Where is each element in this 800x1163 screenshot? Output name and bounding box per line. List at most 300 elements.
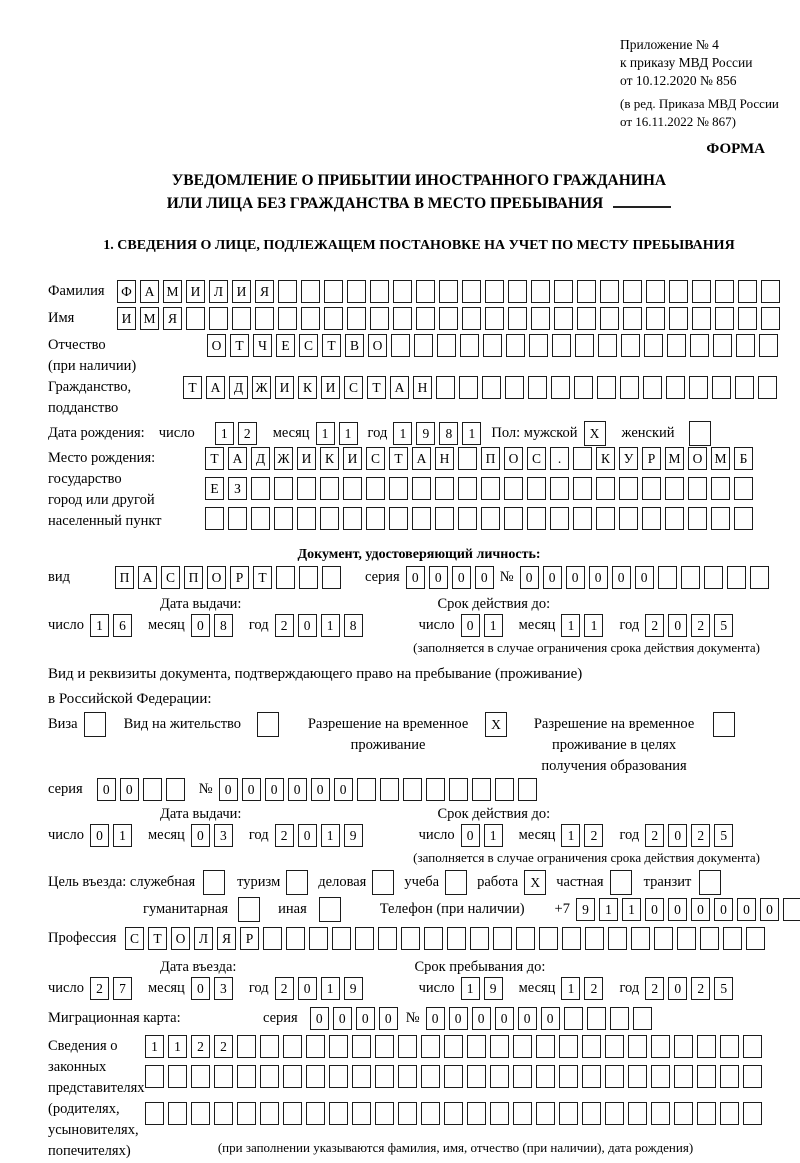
char-cell[interactable]: О (171, 927, 190, 950)
char-cell[interactable]: А (412, 447, 431, 470)
char-cell[interactable]: В (345, 334, 364, 357)
char-cell[interactable] (214, 1102, 233, 1125)
char-cell[interactable] (692, 307, 711, 330)
char-cell[interactable] (508, 280, 527, 303)
char-cell[interactable] (421, 1065, 440, 1088)
char-cell[interactable]: 9 (416, 422, 435, 445)
char-cell[interactable]: Е (276, 334, 295, 357)
char-cell[interactable]: Я (255, 280, 274, 303)
char-cell[interactable] (646, 280, 665, 303)
char-cell[interactable]: 0 (566, 566, 585, 589)
char-cell[interactable] (738, 307, 757, 330)
char-cell[interactable] (513, 1035, 532, 1058)
char-cell[interactable]: 9 (344, 824, 363, 847)
char-cell[interactable]: 1 (561, 824, 580, 847)
char-cell[interactable] (759, 334, 778, 357)
char-cell[interactable] (145, 1065, 164, 1088)
char-cell[interactable] (483, 334, 502, 357)
char-cell[interactable]: И (275, 376, 294, 399)
char-cell[interactable] (238, 897, 260, 922)
char-cell[interactable]: 0 (668, 898, 687, 921)
char-cell[interactable] (504, 477, 523, 500)
char-cell[interactable] (393, 307, 412, 330)
char-cell[interactable] (518, 778, 537, 801)
char-cell[interactable] (736, 334, 755, 357)
char-cell[interactable] (513, 1065, 532, 1088)
char-cell[interactable] (168, 1102, 187, 1125)
char-cell[interactable]: Л (209, 280, 228, 303)
char-cell[interactable] (372, 870, 394, 895)
char-cell[interactable] (278, 307, 297, 330)
char-cell[interactable] (712, 376, 731, 399)
char-cell[interactable] (631, 927, 650, 950)
char-cell[interactable] (575, 334, 594, 357)
char-cell[interactable]: 0 (426, 1007, 445, 1030)
char-cell[interactable] (715, 307, 734, 330)
char-cell[interactable] (389, 507, 408, 530)
char-cell[interactable]: 2 (584, 977, 603, 1000)
char-cell[interactable] (608, 927, 627, 950)
char-cell[interactable] (623, 307, 642, 330)
char-cell[interactable]: О (688, 447, 707, 470)
char-cell[interactable] (761, 307, 780, 330)
char-cell[interactable]: И (232, 280, 251, 303)
char-cell[interactable] (370, 307, 389, 330)
char-cell[interactable] (689, 376, 708, 399)
char-cell[interactable]: 0 (120, 778, 139, 801)
char-cell[interactable] (462, 307, 481, 330)
char-cell[interactable] (145, 1102, 164, 1125)
char-cell[interactable]: 1 (461, 977, 480, 1000)
char-cell[interactable] (324, 280, 343, 303)
char-cell[interactable] (228, 507, 247, 530)
char-cell[interactable]: А (228, 447, 247, 470)
char-cell[interactable]: 0 (265, 778, 284, 801)
char-cell[interactable]: 0 (691, 898, 710, 921)
char-cell[interactable]: 1 (321, 614, 340, 637)
char-cell[interactable] (600, 307, 619, 330)
char-cell[interactable] (301, 280, 320, 303)
char-cell[interactable]: 1 (584, 614, 603, 637)
char-cell[interactable]: Ф (117, 280, 136, 303)
char-cell[interactable] (352, 1065, 371, 1088)
char-cell[interactable]: А (140, 280, 159, 303)
char-cell[interactable]: 9 (484, 977, 503, 1000)
char-cell[interactable] (378, 927, 397, 950)
char-cell[interactable]: 2 (275, 824, 294, 847)
char-cell[interactable] (493, 927, 512, 950)
char-cell[interactable] (720, 1035, 739, 1058)
title-number-blank[interactable] (613, 192, 671, 208)
char-cell[interactable] (299, 566, 318, 589)
char-cell[interactable]: М (665, 447, 684, 470)
char-cell[interactable] (449, 778, 468, 801)
char-cell[interactable] (416, 307, 435, 330)
char-cell[interactable] (283, 1102, 302, 1125)
char-cell[interactable] (84, 712, 106, 737)
char-cell[interactable] (439, 280, 458, 303)
char-cell[interactable] (628, 1035, 647, 1058)
char-cell[interactable]: Р (240, 927, 259, 950)
char-cell[interactable] (573, 447, 592, 470)
char-cell[interactable] (412, 507, 431, 530)
char-cell[interactable] (504, 507, 523, 530)
char-cell[interactable] (642, 477, 661, 500)
char-cell[interactable]: 0 (472, 1007, 491, 1030)
char-cell[interactable] (550, 507, 569, 530)
char-cell[interactable] (666, 376, 685, 399)
char-cell[interactable] (562, 927, 581, 950)
char-cell[interactable] (550, 477, 569, 500)
char-cell[interactable] (651, 1065, 670, 1088)
char-cell[interactable]: 0 (356, 1007, 375, 1030)
char-cell[interactable]: 2 (645, 824, 664, 847)
char-cell[interactable] (424, 927, 443, 950)
char-cell[interactable] (651, 1035, 670, 1058)
char-cell[interactable] (573, 477, 592, 500)
char-cell[interactable]: Л (194, 927, 213, 950)
char-cell[interactable]: С (299, 334, 318, 357)
char-cell[interactable]: 0 (760, 898, 779, 921)
char-cell[interactable] (723, 927, 742, 950)
char-cell[interactable]: 0 (298, 614, 317, 637)
char-cell[interactable]: Т (253, 566, 272, 589)
char-cell[interactable] (237, 1102, 256, 1125)
char-cell[interactable]: Т (389, 447, 408, 470)
char-cell[interactable]: 0 (520, 566, 539, 589)
char-cell[interactable] (186, 307, 205, 330)
char-cell[interactable] (669, 307, 688, 330)
char-cell[interactable] (552, 334, 571, 357)
char-cell[interactable]: 0 (518, 1007, 537, 1030)
char-cell[interactable] (458, 477, 477, 500)
char-cell[interactable]: 0 (379, 1007, 398, 1030)
char-cell[interactable] (665, 507, 684, 530)
char-cell[interactable] (366, 477, 385, 500)
char-cell[interactable] (209, 307, 228, 330)
char-cell[interactable] (643, 376, 662, 399)
char-cell[interactable] (435, 507, 454, 530)
char-cell[interactable] (283, 1035, 302, 1058)
char-cell[interactable] (470, 927, 489, 950)
char-cell[interactable] (414, 334, 433, 357)
char-cell[interactable]: К (298, 376, 317, 399)
char-cell[interactable] (283, 1065, 302, 1088)
char-cell[interactable] (628, 1102, 647, 1125)
char-cell[interactable]: 2 (191, 1035, 210, 1058)
char-cell[interactable] (260, 1065, 279, 1088)
char-cell[interactable] (600, 280, 619, 303)
char-cell[interactable]: Ч (253, 334, 272, 357)
char-cell[interactable] (527, 477, 546, 500)
char-cell[interactable]: Д (229, 376, 248, 399)
char-cell[interactable]: С (366, 447, 385, 470)
char-cell[interactable] (597, 376, 616, 399)
char-cell[interactable] (421, 1035, 440, 1058)
char-cell[interactable] (681, 566, 700, 589)
char-cell[interactable] (577, 280, 596, 303)
char-cell[interactable]: 0 (461, 614, 480, 637)
char-cell[interactable]: А (206, 376, 225, 399)
char-cell[interactable] (674, 1102, 693, 1125)
char-cell[interactable] (370, 280, 389, 303)
char-cell[interactable] (481, 477, 500, 500)
char-cell[interactable]: П (481, 447, 500, 470)
char-cell[interactable] (573, 507, 592, 530)
char-cell[interactable]: Т (322, 334, 341, 357)
char-cell[interactable]: П (115, 566, 134, 589)
char-cell[interactable]: Р (230, 566, 249, 589)
char-cell[interactable] (274, 507, 293, 530)
char-cell[interactable]: 2 (275, 614, 294, 637)
char-cell[interactable]: И (117, 307, 136, 330)
char-cell[interactable]: И (297, 447, 316, 470)
char-cell[interactable]: 1 (90, 614, 109, 637)
char-cell[interactable] (320, 477, 339, 500)
char-cell[interactable]: 2 (645, 614, 664, 637)
char-cell[interactable] (490, 1035, 509, 1058)
char-cell[interactable]: 0 (298, 824, 317, 847)
char-cell[interactable] (677, 927, 696, 950)
char-cell[interactable] (391, 334, 410, 357)
char-cell[interactable] (416, 280, 435, 303)
char-cell[interactable] (587, 1007, 606, 1030)
char-cell[interactable] (715, 280, 734, 303)
char-cell[interactable] (505, 376, 524, 399)
char-cell[interactable] (623, 280, 642, 303)
char-cell[interactable] (528, 376, 547, 399)
char-cell[interactable]: Р (642, 447, 661, 470)
char-cell[interactable] (421, 1102, 440, 1125)
char-cell[interactable]: Я (217, 927, 236, 950)
char-cell[interactable]: 0 (714, 898, 733, 921)
char-cell[interactable]: Н (435, 447, 454, 470)
char-cell[interactable]: О (207, 566, 226, 589)
char-cell[interactable] (472, 778, 491, 801)
char-cell[interactable] (735, 376, 754, 399)
char-cell[interactable] (529, 334, 548, 357)
char-cell[interactable] (459, 376, 478, 399)
char-cell[interactable]: 0 (191, 824, 210, 847)
char-cell[interactable] (301, 307, 320, 330)
char-cell[interactable] (255, 307, 274, 330)
char-cell[interactable] (734, 507, 753, 530)
char-cell[interactable]: 8 (439, 422, 458, 445)
char-cell[interactable] (214, 1065, 233, 1088)
char-cell[interactable] (536, 1102, 555, 1125)
char-cell[interactable] (738, 280, 757, 303)
char-cell[interactable]: 9 (344, 977, 363, 1000)
char-cell[interactable] (559, 1102, 578, 1125)
char-cell[interactable]: X (524, 870, 546, 895)
char-cell[interactable]: И (186, 280, 205, 303)
char-cell[interactable] (437, 334, 456, 357)
char-cell[interactable] (582, 1035, 601, 1058)
char-cell[interactable] (306, 1035, 325, 1058)
char-cell[interactable]: 0 (429, 566, 448, 589)
char-cell[interactable] (232, 307, 251, 330)
char-cell[interactable] (237, 1065, 256, 1088)
char-cell[interactable] (274, 477, 293, 500)
char-cell[interactable] (585, 927, 604, 950)
char-cell[interactable] (329, 1102, 348, 1125)
char-cell[interactable] (699, 870, 721, 895)
char-cell[interactable] (564, 1007, 583, 1030)
char-cell[interactable]: 2 (645, 977, 664, 1000)
char-cell[interactable]: 0 (541, 1007, 560, 1030)
char-cell[interactable]: 8 (214, 614, 233, 637)
char-cell[interactable]: 0 (668, 977, 687, 1000)
char-cell[interactable] (536, 1035, 555, 1058)
char-cell[interactable]: 0 (191, 614, 210, 637)
char-cell[interactable]: А (390, 376, 409, 399)
char-cell[interactable] (260, 1035, 279, 1058)
char-cell[interactable]: И (343, 447, 362, 470)
char-cell[interactable]: 0 (645, 898, 664, 921)
char-cell[interactable]: 1 (462, 422, 481, 445)
char-cell[interactable] (444, 1035, 463, 1058)
char-cell[interactable] (366, 507, 385, 530)
char-cell[interactable]: М (140, 307, 159, 330)
char-cell[interactable] (536, 1065, 555, 1088)
char-cell[interactable] (324, 307, 343, 330)
char-cell[interactable]: 0 (97, 778, 116, 801)
char-cell[interactable] (393, 280, 412, 303)
char-cell[interactable] (380, 778, 399, 801)
char-cell[interactable] (357, 778, 376, 801)
char-cell[interactable]: 0 (219, 778, 238, 801)
char-cell[interactable] (444, 1065, 463, 1088)
char-cell[interactable] (621, 334, 640, 357)
char-cell[interactable] (596, 507, 615, 530)
char-cell[interactable] (401, 927, 420, 950)
char-cell[interactable]: Т (367, 376, 386, 399)
char-cell[interactable]: 1 (316, 422, 335, 445)
char-cell[interactable] (598, 334, 617, 357)
char-cell[interactable] (743, 1102, 762, 1125)
char-cell[interactable]: С (527, 447, 546, 470)
char-cell[interactable]: К (596, 447, 615, 470)
char-cell[interactable]: 7 (113, 977, 132, 1000)
char-cell[interactable] (610, 1007, 629, 1030)
char-cell[interactable]: 2 (691, 977, 710, 1000)
char-cell[interactable] (403, 778, 422, 801)
char-cell[interactable]: Н (413, 376, 432, 399)
char-cell[interactable]: 2 (584, 824, 603, 847)
char-cell[interactable] (704, 566, 723, 589)
char-cell[interactable] (398, 1065, 417, 1088)
char-cell[interactable] (260, 1102, 279, 1125)
char-cell[interactable] (278, 280, 297, 303)
char-cell[interactable]: З (228, 477, 247, 500)
char-cell[interactable] (692, 280, 711, 303)
char-cell[interactable] (447, 927, 466, 950)
char-cell[interactable]: Е (205, 477, 224, 500)
char-cell[interactable] (251, 507, 270, 530)
char-cell[interactable]: 1 (215, 422, 234, 445)
char-cell[interactable] (642, 507, 661, 530)
char-cell[interactable]: О (368, 334, 387, 357)
char-cell[interactable] (651, 1102, 670, 1125)
char-cell[interactable] (644, 334, 663, 357)
char-cell[interactable]: 2 (90, 977, 109, 1000)
char-cell[interactable] (506, 334, 525, 357)
char-cell[interactable]: 1 (484, 614, 503, 637)
char-cell[interactable] (674, 1065, 693, 1088)
char-cell[interactable] (375, 1035, 394, 1058)
char-cell[interactable] (605, 1035, 624, 1058)
char-cell[interactable] (306, 1065, 325, 1088)
char-cell[interactable] (445, 870, 467, 895)
char-cell[interactable] (205, 507, 224, 530)
char-cell[interactable]: 0 (191, 977, 210, 1000)
char-cell[interactable] (761, 280, 780, 303)
char-cell[interactable]: 9 (576, 898, 595, 921)
char-cell[interactable] (444, 1102, 463, 1125)
char-cell[interactable] (577, 307, 596, 330)
char-cell[interactable]: 2 (691, 614, 710, 637)
char-cell[interactable] (531, 280, 550, 303)
char-cell[interactable]: 0 (452, 566, 471, 589)
char-cell[interactable] (674, 1035, 693, 1058)
char-cell[interactable] (743, 1065, 762, 1088)
char-cell[interactable]: 2 (691, 824, 710, 847)
char-cell[interactable]: 1 (321, 977, 340, 1000)
char-cell[interactable] (251, 477, 270, 500)
char-cell[interactable]: 0 (461, 824, 480, 847)
char-cell[interactable] (458, 447, 477, 470)
char-cell[interactable]: 1 (113, 824, 132, 847)
char-cell[interactable]: Ж (252, 376, 271, 399)
char-cell[interactable] (482, 376, 501, 399)
char-cell[interactable] (481, 507, 500, 530)
char-cell[interactable] (554, 280, 573, 303)
char-cell[interactable]: 3 (214, 977, 233, 1000)
char-cell[interactable]: 0 (612, 566, 631, 589)
char-cell[interactable] (554, 307, 573, 330)
char-cell[interactable]: 1 (561, 614, 580, 637)
char-cell[interactable] (398, 1102, 417, 1125)
char-cell[interactable] (746, 927, 765, 950)
char-cell[interactable] (596, 477, 615, 500)
char-cell[interactable] (539, 927, 558, 950)
char-cell[interactable] (574, 376, 593, 399)
char-cell[interactable]: 1 (339, 422, 358, 445)
char-cell[interactable]: 0 (449, 1007, 468, 1030)
char-cell[interactable]: 0 (288, 778, 307, 801)
char-cell[interactable] (750, 566, 769, 589)
char-cell[interactable]: М (163, 280, 182, 303)
char-cell[interactable] (658, 566, 677, 589)
char-cell[interactable] (426, 778, 445, 801)
char-cell[interactable] (276, 566, 295, 589)
char-cell[interactable] (329, 1035, 348, 1058)
char-cell[interactable] (347, 307, 366, 330)
char-cell[interactable] (347, 280, 366, 303)
char-cell[interactable]: 1 (561, 977, 580, 1000)
char-cell[interactable]: 2 (275, 977, 294, 1000)
char-cell[interactable] (490, 1102, 509, 1125)
char-cell[interactable]: Д (251, 447, 270, 470)
char-cell[interactable] (513, 1102, 532, 1125)
char-cell[interactable]: К (320, 447, 339, 470)
char-cell[interactable]: 5 (714, 977, 733, 1000)
char-cell[interactable] (527, 507, 546, 530)
char-cell[interactable]: С (125, 927, 144, 950)
char-cell[interactable] (495, 778, 514, 801)
char-cell[interactable] (720, 1065, 739, 1088)
char-cell[interactable]: У (619, 447, 638, 470)
